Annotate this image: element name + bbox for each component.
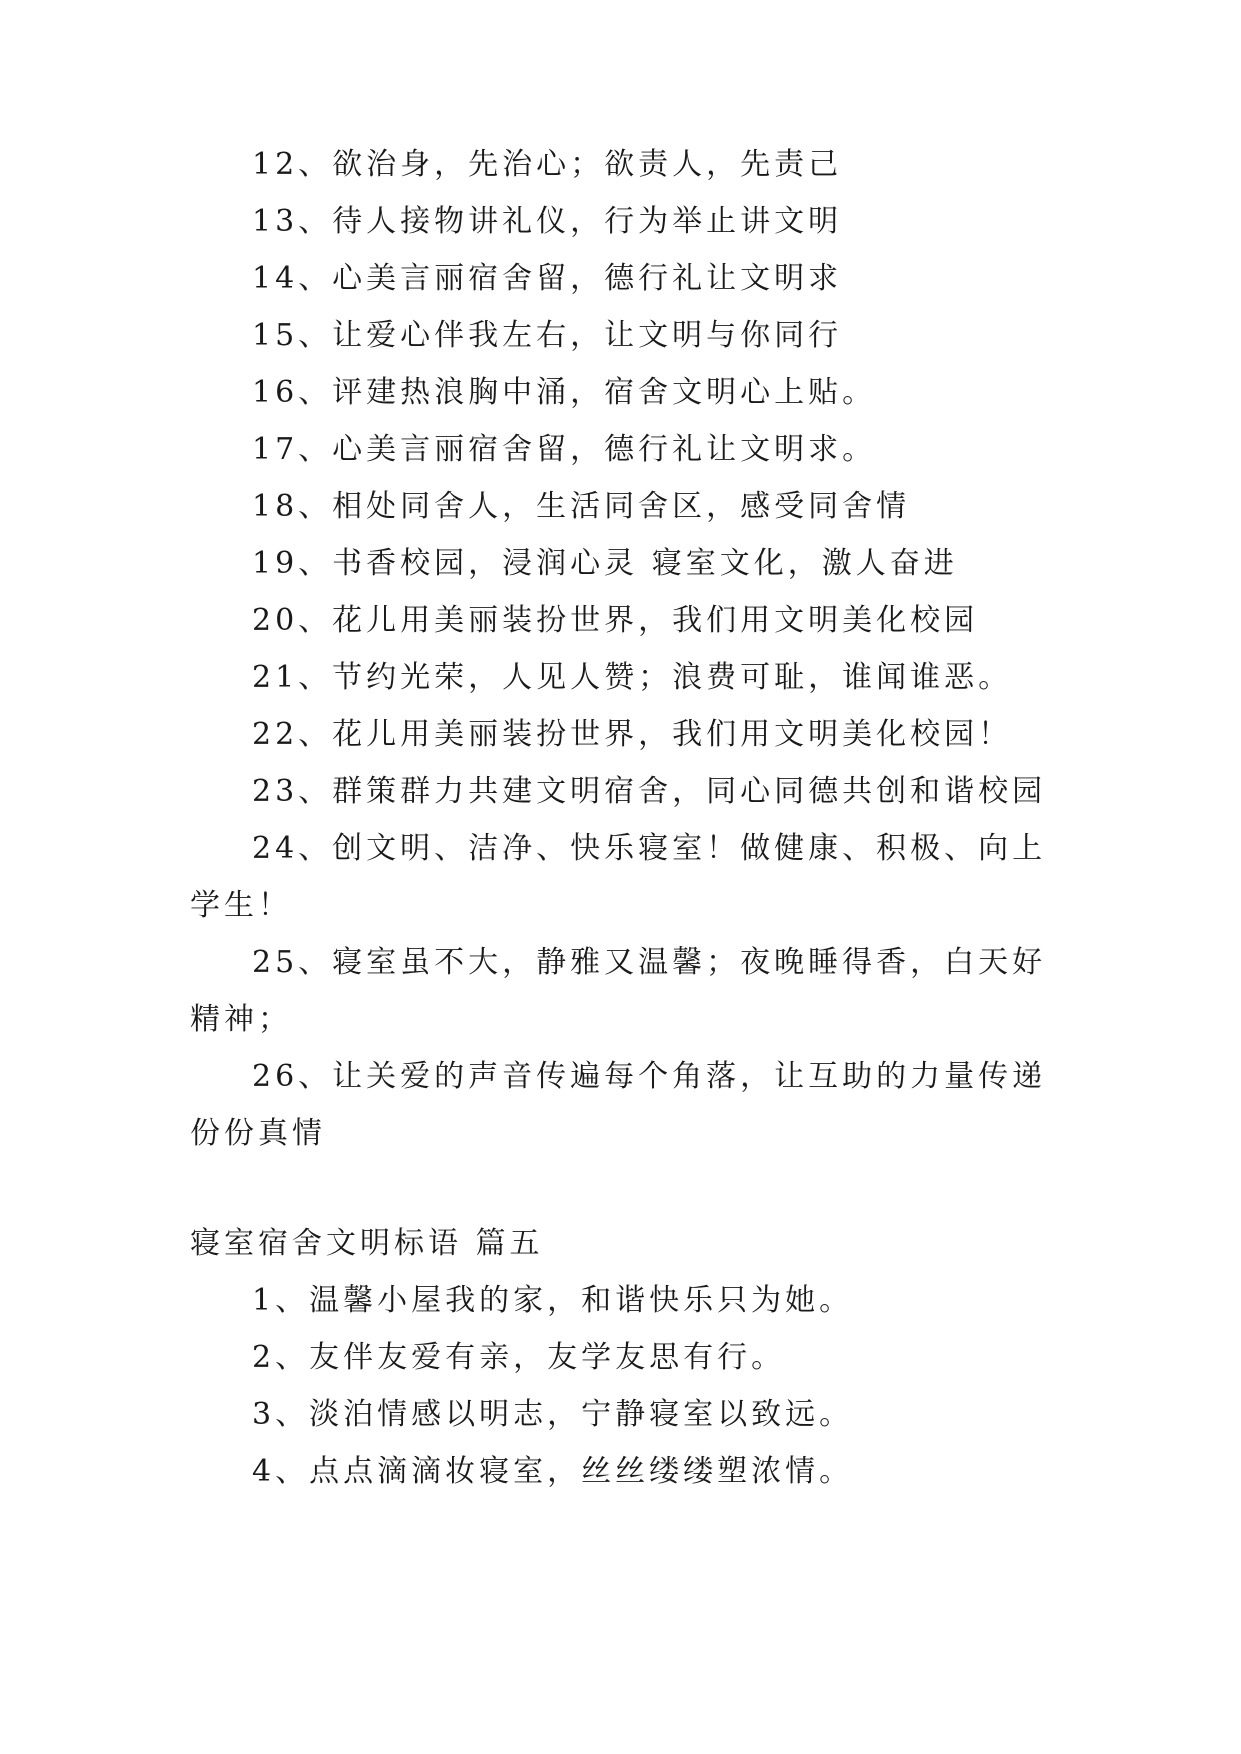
slogan-item-4: 4、点点滴滴妆寝室，丝丝缕缕塑浓情。	[252, 1454, 854, 1489]
slogan-item-25: 25、寝室虽不大，静雅又温馨；夜晚睡得香，白天好精神；	[190, 945, 1047, 1037]
slogan-item-16: 16、评建热浪胸中涌，宿舍文明心上贴。	[252, 375, 877, 410]
slogan-item-18: 18、相处同舍人，生活同舍区，感受同舍情	[252, 489, 911, 524]
slogan-item-15: 15、让爱心伴我左右，让文明与你同行	[252, 318, 843, 353]
slogan-item-22: 22、花儿用美丽装扮世界，我们用文明美化校园！	[252, 717, 1013, 752]
slogan-item-12: 12、欲治身，先治心；欲责人，先责己	[252, 147, 843, 182]
slogan-item-2: 2、友伴友爱有亲，友学友思有行。	[252, 1340, 786, 1375]
slogan-item-13: 13、待人接物讲礼仪，行为举止讲文明	[252, 204, 843, 239]
slogan-item-21: 21、节约光荣，人见人赞；浪费可耻，谁闻谁恶。	[252, 660, 1013, 695]
slogan-item-19: 19、书香校园，浸润心灵 寝室文化，激人奋进	[252, 546, 958, 581]
section-heading: 寝室宿舍文明标语 篇五	[190, 1226, 544, 1261]
slogan-item-3: 3、淡泊情感以明志，宁静寝室以致远。	[252, 1397, 854, 1432]
slogan-item-24: 24、创文明、洁净、快乐寝室！做健康、积极、向上学生！	[190, 831, 1047, 923]
slogan-item-20: 20、花儿用美丽装扮世界，我们用文明美化校园	[252, 603, 979, 638]
slogan-item-23: 23、群策群力共建文明宿舍，同心同德共创和谐校园	[252, 774, 1047, 809]
slogan-item-26: 26、让关爱的声音传遍每个角落，让互助的力量传递份份真情	[190, 1059, 1047, 1151]
slogan-item-1: 1、温馨小屋我的家，和谐快乐只为她。	[252, 1283, 854, 1318]
slogan-item-14: 14、心美言丽宿舍留，德行礼让文明求	[252, 261, 843, 296]
slogan-item-17: 17、心美言丽宿舍留，德行礼让文明求。	[252, 432, 877, 467]
